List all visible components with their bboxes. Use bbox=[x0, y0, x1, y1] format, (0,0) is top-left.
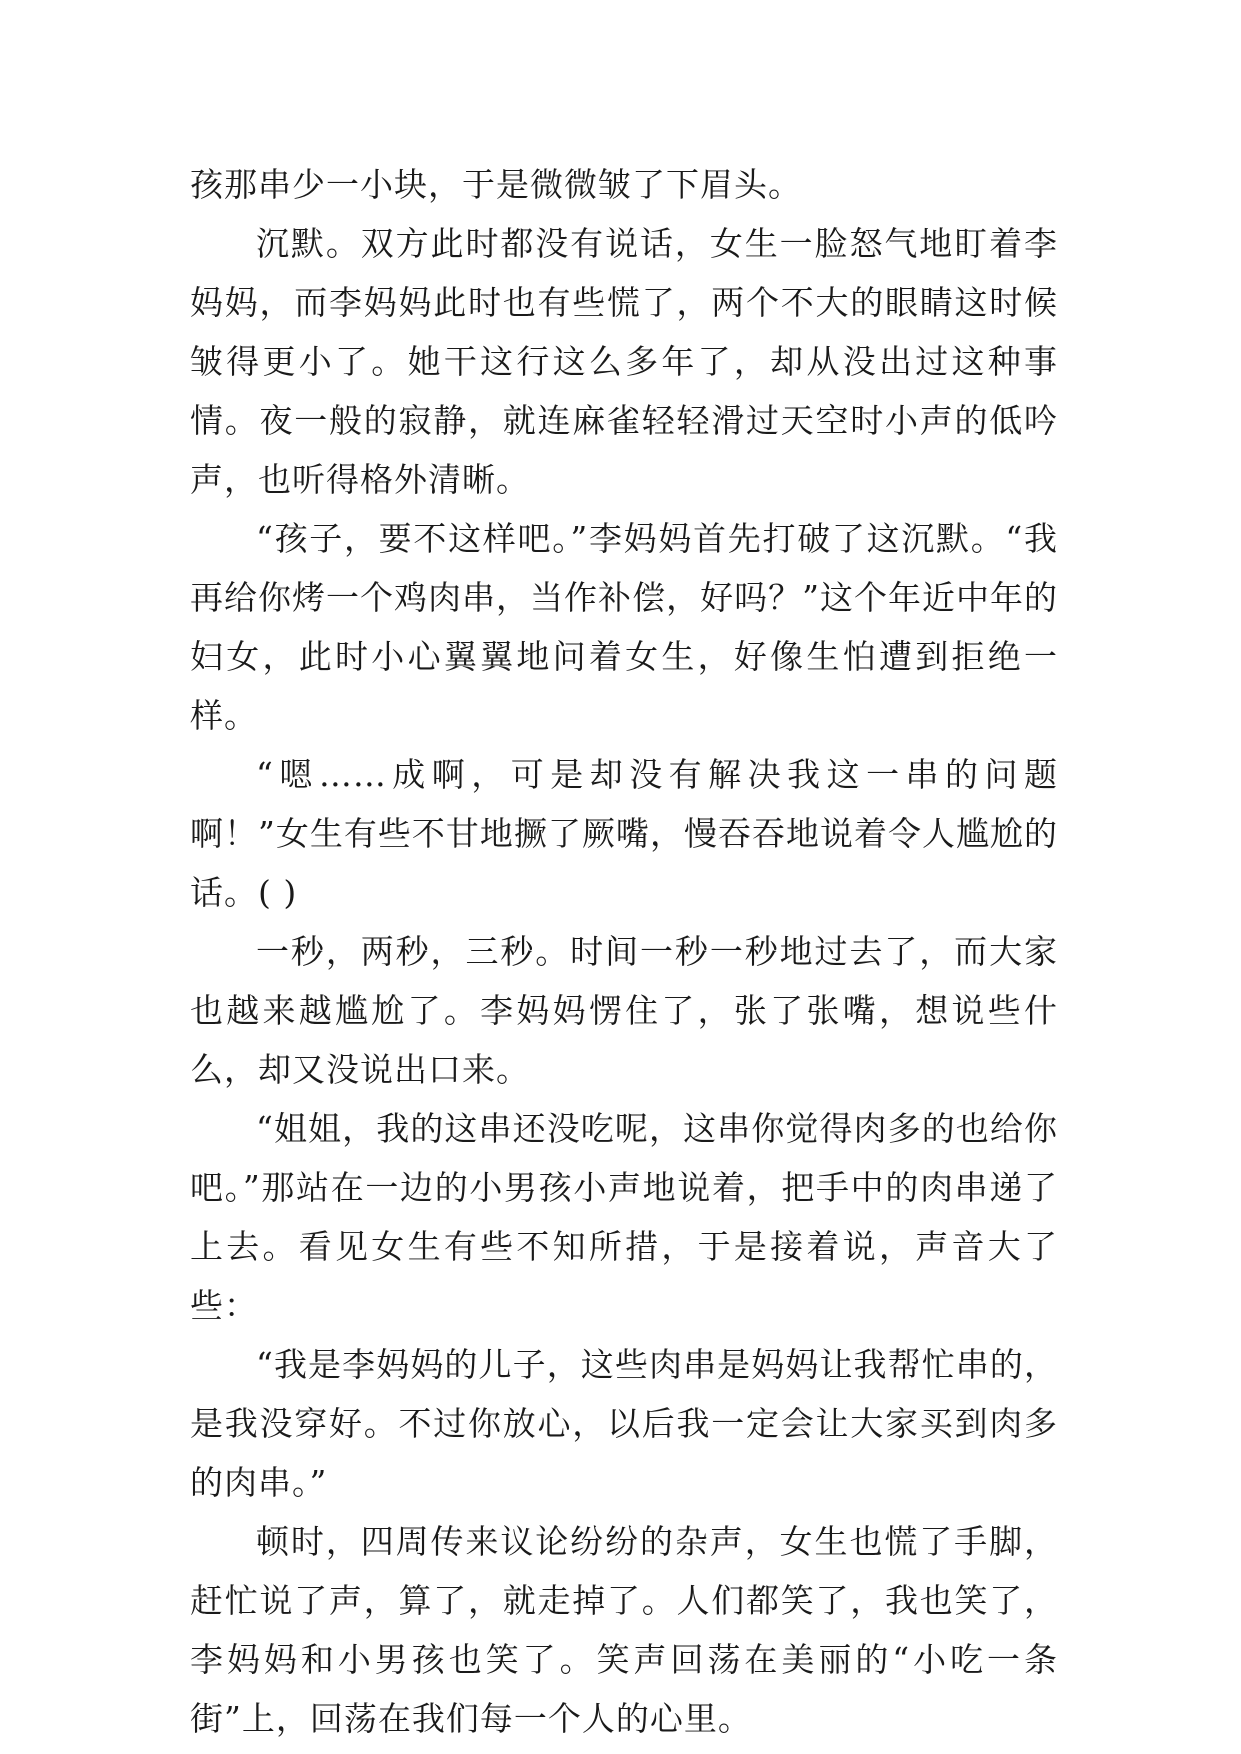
paragraph-7: “我是李妈妈的儿子，这些肉串是妈妈让我帮忙串的，是我没穿好。不过你放心，以后我一定会让大家买到肉多的肉串。” bbox=[190, 1345, 1058, 1502]
paragraph-5: 一秒，两秒，三秒。时间一秒一秒地过去了，而大家也越来越尴尬了。李妈妈愣住了，张了张嘴，想说些什么，却又没说出口来。 bbox=[190, 932, 1058, 1089]
paragraph-6: “姐姐，我的这串还没吃呢，这串你觉得肉多的也给你吧。”那站在一边的小男孩小声地说着，把手中的肉串递了上去。看见女生有些不知所措，于是接着说，声音大了些： bbox=[190, 1109, 1058, 1325]
paragraph-8: 顿时，四周传来议论纷纷的杂声，女生也慌了手脚，赶忙说了声，算了，就走掉了。人们都笑了，我也笑了，李妈妈和小男孩也笑了。笑声回荡在美丽的“小吃一条街”上，回荡在我们每一个人的心里。 bbox=[190, 1522, 1058, 1738]
paragraph-3: “孩子，要不这样吧。”李妈妈首先打破了这沉默。“我再给你烤一个鸡肉串，当作补偿，好吗？”这个年近中年的妇女，此时小心翼翼地问着女生，好像生怕遭到拒绝一样。 bbox=[190, 519, 1058, 735]
document-body bbox=[190, 155, 1058, 1748]
paragraph-4: “嗯……成啊，可是却没有解决我这一串的问题啊！”女生有些不甘地撅了厥嘴，慢吞吞地说着令人尴尬的话。( ) bbox=[190, 755, 1058, 912]
paragraph-2: 沉默。双方此时都没有说话，女生一脸怒气地盯着李妈妈，而李妈妈此时也有些慌了，两个不大的眼睛这时候皱得更小了。她干这行这么多年了，却从没出过这种事情。夜一般的寂静，就连麻雀轻轻滑过天空时小声的低吟声，也听得格外清晰。 bbox=[190, 224, 1058, 499]
paragraph-1: 孩那串少一小块，于是微微皱了下眉头。 bbox=[190, 165, 802, 204]
